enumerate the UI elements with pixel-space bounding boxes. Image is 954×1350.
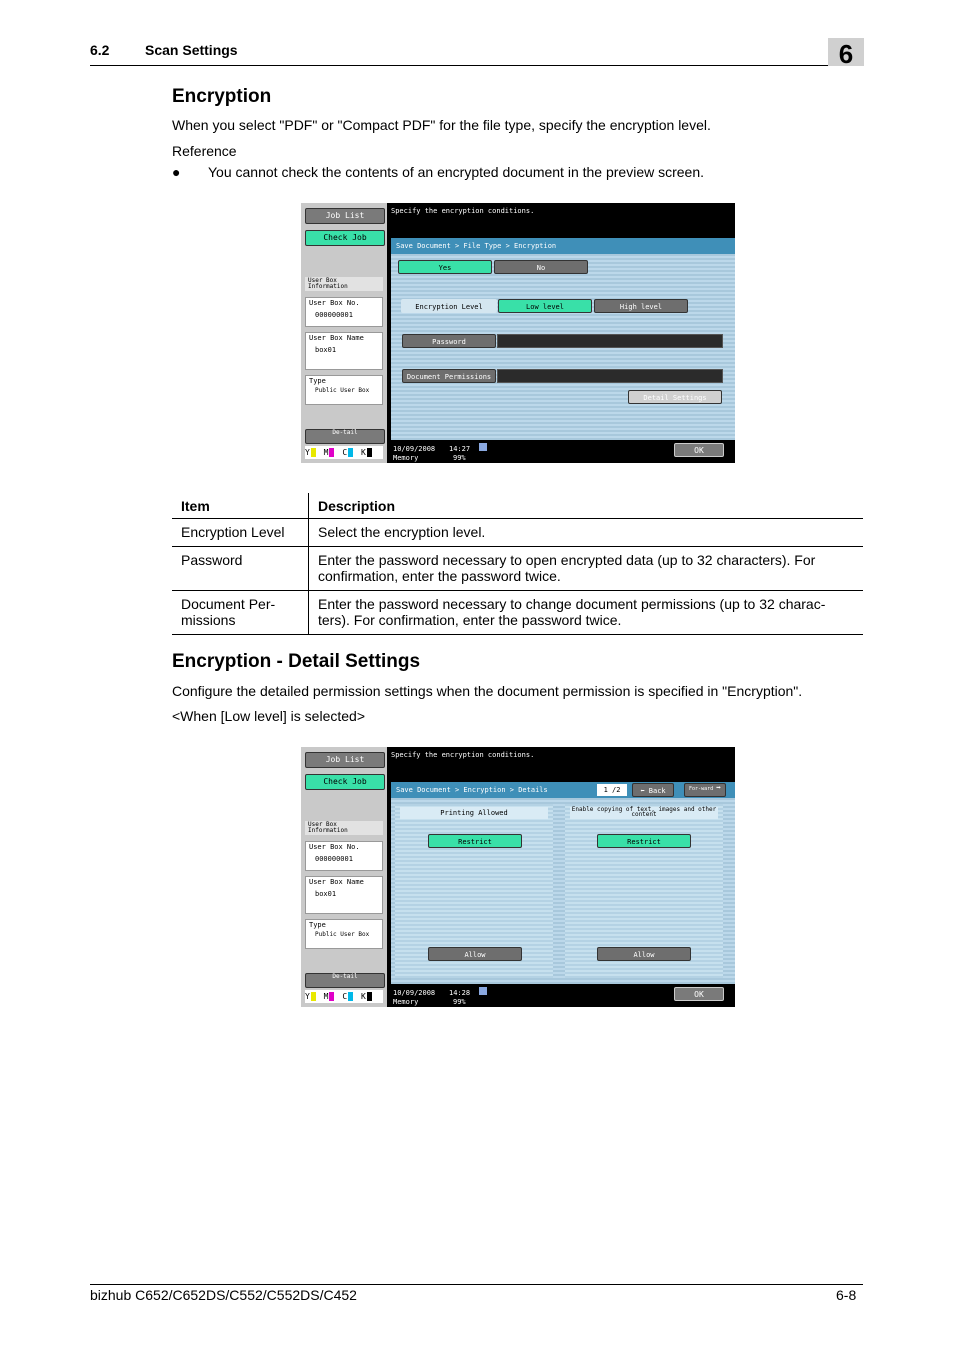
check-job-button[interactable]: Check Job bbox=[305, 230, 385, 246]
ok-button[interactable]: OK bbox=[674, 987, 724, 1001]
toner-k-icon bbox=[367, 992, 372, 1001]
toner-y-icon bbox=[311, 448, 316, 457]
type-label: Type bbox=[309, 377, 326, 385]
toner-y-icon bbox=[311, 992, 316, 1001]
encryption-intro: When you select "PDF" or "Compact PDF" for the file type, specify the encryption level. bbox=[172, 117, 711, 133]
type-label: Type bbox=[309, 921, 326, 929]
toner-k-icon bbox=[367, 448, 372, 457]
reference-label: Reference bbox=[172, 143, 237, 159]
breadcrumb: Save Document > Encryption > Details bbox=[391, 782, 735, 798]
arrow-right-icon: ➡ bbox=[716, 783, 721, 792]
encryption-level-label: Encryption Level bbox=[401, 299, 497, 313]
bullet-icon: ● bbox=[172, 164, 181, 180]
network-icon bbox=[479, 987, 487, 995]
table-cell-description: Select the encryption level. bbox=[309, 519, 864, 547]
toner-k-label: K bbox=[360, 448, 366, 457]
toner-c-label: C bbox=[342, 448, 348, 457]
back-button[interactable] bbox=[632, 783, 674, 797]
detail-button[interactable]: De-tail bbox=[305, 973, 385, 988]
toner-c-icon bbox=[348, 448, 353, 457]
screen-message: Specify the encryption conditions. bbox=[391, 207, 535, 215]
job-list-button[interactable]: Job List bbox=[305, 752, 385, 768]
type-box bbox=[305, 919, 383, 949]
detail-settings-button[interactable]: Detail Settings bbox=[628, 390, 722, 404]
document-permissions-field[interactable] bbox=[497, 369, 723, 383]
user-box-no-label: User Box No. bbox=[309, 843, 360, 851]
forward-label: For-ward bbox=[689, 786, 714, 792]
description-table bbox=[172, 493, 863, 635]
status-date: 10/09/2008 bbox=[393, 989, 436, 997]
low-level-button[interactable]: Low level bbox=[498, 299, 592, 313]
toner-indicator bbox=[305, 446, 383, 459]
user-box-information: User Box Information bbox=[305, 277, 383, 291]
check-job-button[interactable]: Check Job bbox=[305, 774, 385, 790]
toner-indicator bbox=[305, 990, 383, 1003]
ok-button[interactable]: OK bbox=[674, 443, 724, 457]
copying-restrict-button[interactable]: Restrict bbox=[597, 834, 691, 848]
type-value: Public User Box bbox=[315, 931, 370, 938]
user-box-information: User Box Information bbox=[305, 821, 383, 835]
user-box-name-box bbox=[305, 332, 383, 370]
toner-m-icon bbox=[329, 992, 334, 1001]
chapter-number: 6 bbox=[828, 38, 864, 66]
table-header-item: Item bbox=[172, 493, 309, 519]
table-row bbox=[172, 591, 863, 635]
detail-button[interactable]: De-tail bbox=[305, 429, 385, 444]
detail-settings-condition: <When [Low level] is selected> bbox=[172, 708, 365, 724]
toner-y-label: Y bbox=[305, 448, 310, 457]
high-level-button[interactable]: High level bbox=[594, 299, 688, 313]
left-panel bbox=[301, 203, 387, 463]
forward-button[interactable] bbox=[684, 783, 726, 797]
table-cell-description: Enter the password necessary to open encrypted data (up to 32 characters). For confirmation, enter the password twice. bbox=[309, 547, 864, 591]
type-value: Public User Box bbox=[315, 387, 370, 394]
user-box-name-value: box01 bbox=[315, 890, 337, 898]
type-box bbox=[305, 375, 383, 405]
memory-value: 99% bbox=[453, 998, 466, 1006]
detail-settings-screenshot bbox=[301, 747, 735, 1007]
footer-model: bizhub C652/C652DS/C552/C552DS/C452 bbox=[90, 1287, 357, 1303]
encryption-screenshot bbox=[301, 203, 735, 463]
enable-copying-label: Enable copying of text, images and other content bbox=[571, 806, 717, 818]
toner-m-label: M bbox=[323, 992, 329, 1001]
password-field[interactable] bbox=[497, 334, 723, 348]
job-list-button[interactable]: Job List bbox=[305, 208, 385, 224]
document-permissions-button[interactable]: Document Permissions bbox=[402, 369, 496, 383]
footer-page: 6-8 bbox=[836, 1287, 857, 1303]
memory-label: Memory bbox=[393, 454, 419, 462]
left-panel bbox=[301, 747, 387, 1007]
bullet-text: You cannot check the contents of an encrypted document in the preview screen. bbox=[208, 164, 705, 180]
printing-allow-button[interactable]: Allow bbox=[428, 947, 522, 961]
status-bar bbox=[391, 440, 735, 463]
user-box-name-value: box01 bbox=[315, 346, 337, 354]
section-number: 6.2 bbox=[90, 42, 110, 58]
user-box-no-label: User Box No. bbox=[309, 299, 360, 307]
footer-rule bbox=[90, 1284, 863, 1285]
status-time: 14:28 bbox=[449, 989, 471, 997]
table-row bbox=[172, 547, 863, 591]
password-button[interactable]: Password bbox=[402, 334, 496, 348]
memory-label: Memory bbox=[393, 998, 419, 1006]
printing-restrict-button[interactable]: Restrict bbox=[428, 834, 522, 848]
copying-allow-button[interactable]: Allow bbox=[597, 947, 691, 961]
toner-m-label: M bbox=[323, 448, 329, 457]
printing-allowed-label: Printing Allowed bbox=[400, 807, 548, 819]
header-rule bbox=[90, 65, 863, 66]
breadcrumb: Save Document > File Type > Encryption bbox=[391, 238, 735, 254]
printing-allowed-column bbox=[395, 804, 553, 978]
network-icon bbox=[479, 443, 487, 451]
table-cell-item: Encryption Level bbox=[172, 519, 309, 547]
memory-value: 99% bbox=[453, 454, 466, 462]
arrow-left-icon: ⬅ bbox=[640, 787, 645, 795]
user-box-no-value: 000000001 bbox=[315, 855, 353, 863]
back-label: Back bbox=[648, 787, 666, 795]
no-button[interactable]: No bbox=[494, 260, 588, 274]
table-header-description: Description bbox=[309, 493, 864, 519]
table-cell-item: Document Per-missions bbox=[172, 591, 309, 635]
table-header-row bbox=[172, 493, 863, 519]
user-box-no-value: 000000001 bbox=[315, 311, 353, 319]
section-title: Scan Settings bbox=[145, 42, 238, 58]
encryption-panel bbox=[391, 238, 735, 440]
details-panel bbox=[391, 782, 735, 984]
toner-c-icon bbox=[348, 992, 353, 1001]
toner-k-label: K bbox=[360, 992, 366, 1001]
detail-settings-intro: Configure the detailed permission settings when the document permission is specified in "Encryption". bbox=[172, 683, 803, 699]
user-box-name-box bbox=[305, 876, 383, 914]
screen-message: Specify the encryption conditions. bbox=[391, 751, 535, 759]
page-indicator: 1 /2 bbox=[597, 784, 627, 796]
user-box-no-box bbox=[305, 297, 383, 327]
yes-button[interactable]: Yes bbox=[398, 260, 492, 274]
status-date: 10/09/2008 bbox=[393, 445, 436, 453]
user-box-name-label: User Box Name bbox=[309, 334, 364, 342]
reference-bullet bbox=[172, 164, 705, 180]
status-bar bbox=[391, 984, 735, 1007]
table-cell-item: Password bbox=[172, 547, 309, 591]
user-box-name-label: User Box Name bbox=[309, 878, 364, 886]
encryption-heading: Encryption bbox=[172, 86, 272, 107]
toner-c-label: C bbox=[342, 992, 348, 1001]
detail-settings-heading: Encryption - Detail Settings bbox=[172, 651, 421, 672]
toner-y-label: Y bbox=[305, 992, 310, 1001]
table-cell-description: Enter the password necessary to change document permissions (up to 32 charac-ters). For confirmation, enter the password twice. bbox=[309, 591, 864, 635]
status-time: 14:27 bbox=[449, 445, 471, 453]
copying-column bbox=[565, 804, 723, 978]
table-row bbox=[172, 519, 863, 547]
user-box-no-box bbox=[305, 841, 383, 871]
toner-m-icon bbox=[329, 448, 334, 457]
